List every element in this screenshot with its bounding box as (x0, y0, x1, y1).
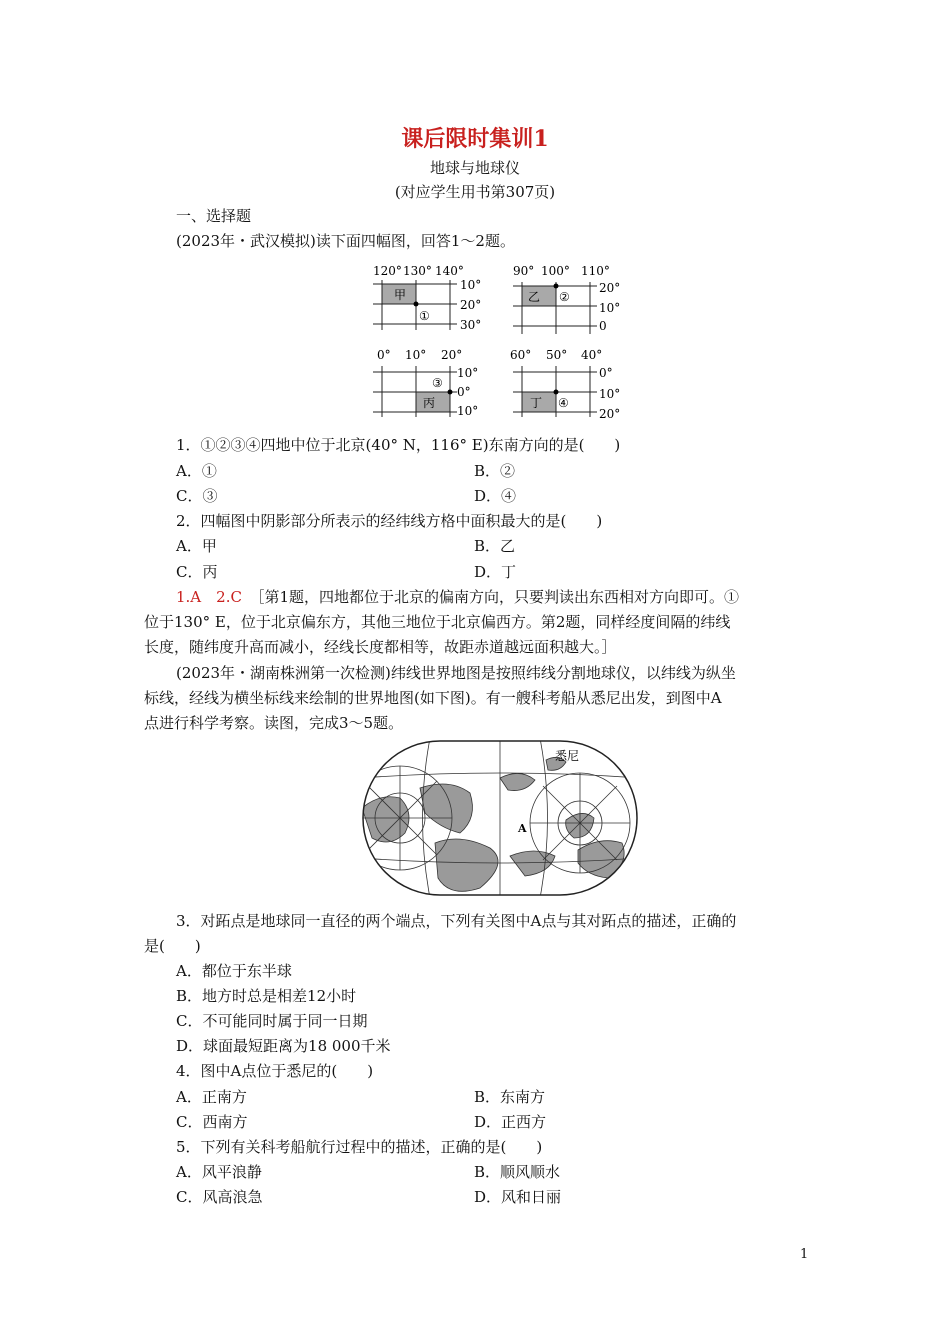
grid-jia-point-label: ① (419, 309, 430, 323)
grid-yi-right-label: 20° (599, 281, 621, 295)
grid-bing-point (448, 390, 453, 395)
grid-yi-point-label: ② (559, 290, 570, 304)
question-3-option-a[interactable]: A．都位于东半球 (176, 962, 292, 980)
grid-yi-point (554, 284, 559, 289)
grid-jia-cell-label: 甲 (394, 288, 407, 302)
grid-bing-cell-label: 丙 (423, 396, 436, 410)
grid-yi-top-label: 90° (513, 264, 535, 278)
grid-ding-top-label: 60° (510, 348, 532, 362)
question-5-option-b[interactable]: B．顺风顺水 (474, 1163, 561, 1181)
intro-questions-1-2: (2023年・武汉模拟)读下面四幅图，回答1～2题。 (176, 232, 515, 250)
grid-jia-right-label: 30° (460, 318, 482, 332)
intro-questions-3-5-line-3: 点进行科学考察。读图，完成3～5题。 (144, 714, 404, 732)
grid-ding-right-label: 10° (599, 387, 621, 401)
question-2-stem: 2．四幅图中阴影部分所表示的经纬线方格中面积最大的是( ) (176, 512, 603, 530)
grid-ding-point (554, 390, 559, 395)
question-1-stem: 1．①②③④四地中位于北京(40° N，116° E)东南方向的是( ) (176, 436, 621, 454)
question-1-option-c[interactable]: C．③ (176, 487, 218, 505)
answer-line-3: 长度，随纬度升高而减小，经线长度都相等，故距赤道越远面积越大。］ (144, 638, 617, 656)
question-3-option-c[interactable]: C．不可能同时属于同一日期 (176, 1012, 368, 1030)
question-4-option-b[interactable]: B．东南方 (474, 1088, 546, 1106)
grid-bing-right-label: 10° (457, 366, 479, 380)
question-4-option-d[interactable]: D．正西方 (474, 1113, 547, 1131)
page-subtitle: 地球与地球仪 (429, 159, 520, 177)
grid-bing-point-label: ③ (432, 376, 443, 390)
question-4-option-c[interactable]: C．西南方 (176, 1113, 248, 1131)
grid-bing-top-label: 0° (377, 348, 391, 362)
grid-yi-top-label: 100° (541, 264, 570, 278)
question-5-option-a[interactable]: A．风平浪静 (176, 1163, 262, 1181)
grid-bing-right-label: 10° (457, 404, 479, 418)
grid-jia-point (414, 302, 419, 307)
question-5-stem: 5．下列有关科考船航行过程中的描述，正确的是( ) (176, 1138, 543, 1156)
map-label-sydney: 悉尼 (555, 749, 580, 763)
question-1-option-a[interactable]: A．① (176, 462, 217, 480)
question-1-option-b[interactable]: B．② (474, 462, 516, 480)
grid-jia (373, 264, 481, 332)
grid-yi-top-label: 110° (581, 264, 610, 278)
question-1-option-d[interactable]: D．④ (474, 487, 517, 505)
grid-jia-top-label: 140° (435, 264, 464, 278)
grid-jia-right-label: 10° (460, 278, 482, 292)
grid-bing-right-label: 0° (457, 385, 471, 399)
grid-yi (513, 264, 620, 334)
map-label-a: A (518, 822, 527, 835)
intro-questions-3-5-line-1: (2023年・湖南株洲第一次检测)纬线世界地图是按照纬线分割地球仪，以纬线为纵坐 (176, 664, 736, 682)
grid-ding-right-label: 0° (599, 366, 613, 380)
answer-line-1: ［第1题，四地都位于北京的偏南方向，只要判读出东西相对方向即可。① (256, 588, 739, 606)
grid-ding-cell-label: 丁 (530, 396, 543, 410)
page-title: 课后限时集训1 (401, 126, 549, 152)
question-2-option-a[interactable]: A．甲 (176, 537, 217, 555)
question-2-option-d[interactable]: D．丁 (474, 563, 517, 581)
question-3-stem: 3．对跖点是地球同一直径的两个端点，下列有关图中A点与其对跖点的描述，正确的 (176, 912, 737, 930)
grid-bing-top-label: 10° (405, 348, 427, 362)
answer-key: 1.A 2.C (176, 588, 242, 606)
question-3-option-b[interactable]: B．地方时总是相差12小时 (176, 987, 357, 1005)
question-5-option-c[interactable]: C．风高浪急 (176, 1188, 263, 1206)
grid-ding-top-label: 50° (546, 348, 568, 362)
latlon-grids-figure (365, 262, 625, 422)
section-heading: 一、选择题 (176, 207, 252, 225)
grid-yi-right-label: 10° (599, 301, 621, 315)
grid-ding-top-label: 40° (581, 348, 603, 362)
grid-bing-top-label: 20° (441, 348, 463, 362)
grid-ding-point-label: ④ (558, 396, 569, 410)
grid-yi-cell-label: 乙 (528, 290, 541, 304)
question-3-stem-cont: 是( ) (144, 937, 201, 955)
grid-jia-top-label: 130° (403, 264, 432, 278)
question-2-option-b[interactable]: B．乙 (474, 537, 516, 555)
grid-ding-right-label: 20° (599, 407, 621, 421)
question-4-stem: 4．图中A点位于悉尼的( ) (176, 1062, 374, 1080)
grid-jia-top-label: 120° (373, 264, 402, 278)
page-reference: (对应学生用书第307页) (394, 183, 556, 201)
intro-questions-3-5-line-2: 标线，经线为横坐标线来绘制的世界地图(如下图)。有一艘科考船从悉尼出发，到图中A (144, 689, 722, 707)
grid-ding (510, 348, 620, 421)
page-number: 1 (800, 1247, 809, 1262)
grid-yi-right-label: 0 (599, 319, 607, 333)
latitude-world-map (360, 738, 640, 898)
question-2-option-c[interactable]: C．丙 (176, 563, 218, 581)
question-5-option-d[interactable]: D．风和日丽 (474, 1188, 562, 1206)
grid-jia-right-label: 20° (460, 298, 482, 312)
grid-bing (373, 348, 478, 418)
question-4-option-a[interactable]: A．正南方 (176, 1088, 247, 1106)
answer-explanation-1-2 (176, 586, 739, 608)
question-3-option-d[interactable]: D．球面最短距离为18 000千米 (176, 1037, 391, 1055)
answer-line-2: 位于130° E，位于北京偏东方，其他三地位于北京偏西方。第2题，同样经度间隔的纬线 (144, 613, 731, 631)
